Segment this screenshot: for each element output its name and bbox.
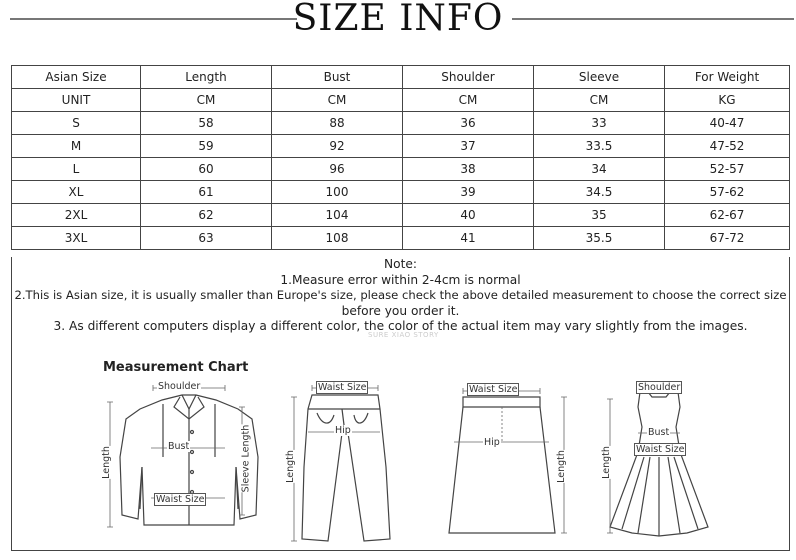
watermark: SURE XIAO STORY xyxy=(368,331,439,339)
note-line-1: 1.Measure error within 2-4cm is normal xyxy=(280,272,521,287)
table-cell: 108 xyxy=(272,227,403,250)
table-cell: 57-62 xyxy=(665,181,790,204)
table-cell: 63 xyxy=(141,227,272,250)
table-cell: 61 xyxy=(141,181,272,204)
table-row xyxy=(12,135,790,158)
page-title: SIZE INFO xyxy=(292,0,504,39)
table-header-row xyxy=(12,66,790,89)
unit-cell: CM xyxy=(141,89,272,112)
note-line-2-continued: before you order it. xyxy=(341,303,460,318)
table-cell: 60 xyxy=(141,158,272,181)
unit-cell: CM xyxy=(534,89,665,112)
table-cell: 59 xyxy=(141,135,272,158)
table-row xyxy=(12,204,790,227)
header-cell: Asian Size xyxy=(12,66,141,89)
table-cell: 34 xyxy=(534,158,665,181)
header-cell: Bust xyxy=(272,66,403,89)
table-cell: 88 xyxy=(272,112,403,135)
measurement-chart-title: Measurement Chart xyxy=(103,360,249,375)
header-cell: Sleeve xyxy=(534,66,665,89)
header-cell: Length xyxy=(141,66,272,89)
table-row xyxy=(12,158,790,181)
notes-panel xyxy=(11,257,790,551)
table-cell: 33 xyxy=(534,112,665,135)
table-cell: 34.5 xyxy=(534,181,665,204)
skirt-length-label: Length xyxy=(555,450,567,483)
table-cell: 2XL xyxy=(12,204,141,227)
skirt-illustration xyxy=(449,388,567,533)
shirt-length-label: Length xyxy=(100,446,112,479)
table-cell: 37 xyxy=(403,135,534,158)
table-cell: 40-47 xyxy=(665,112,790,135)
table-cell: 96 xyxy=(272,158,403,181)
table-cell: 39 xyxy=(403,181,534,204)
table-cell: 62-67 xyxy=(665,204,790,227)
shirt-sleeve-label: Sleeve Length xyxy=(240,424,252,493)
table-cell: L xyxy=(12,158,141,181)
notes-heading: Note: xyxy=(384,257,417,271)
shirt-shoulder-label: Shoulder xyxy=(158,381,201,392)
shirt-bust-label: Bust xyxy=(168,441,190,452)
table-cell: 47-52 xyxy=(665,135,790,158)
pants-length-label: Length xyxy=(284,450,296,483)
dress-length-label: Length xyxy=(600,446,612,479)
table-cell: 100 xyxy=(272,181,403,204)
dress-bust-label: Bust xyxy=(648,427,670,438)
table-cell: 3XL xyxy=(12,227,141,250)
skirt-waist-label: Waist Size xyxy=(469,384,518,395)
measurement-chart-drawing xyxy=(12,257,789,550)
table-row xyxy=(12,112,790,135)
pants-illustration xyxy=(291,385,390,541)
note-line-3: 3. As different computers display a different color, the color of the actual item may vary slightly from the images. xyxy=(53,319,748,334)
dress-shoulder-label: Shoulder xyxy=(638,382,681,393)
skirt-hip-label: Hip xyxy=(484,437,500,448)
table-cell: 52-57 xyxy=(665,158,790,181)
table-cell: 35.5 xyxy=(534,227,665,250)
table-cell: 40 xyxy=(403,204,534,227)
dress-illustration xyxy=(607,385,708,536)
table-row xyxy=(12,227,790,250)
table-cell: S xyxy=(12,112,141,135)
unit-cell: UNIT xyxy=(12,89,141,112)
header-cell: For Weight xyxy=(665,66,790,89)
note-line-2: 2.This is Asian size, it is usually smaller than Europe's size, please check the above detailed measurement to choose the correct size xyxy=(14,288,787,303)
header-cell: Shoulder xyxy=(403,66,534,89)
table-cell: 58 xyxy=(141,112,272,135)
title-bar xyxy=(0,0,796,44)
table-cell: 33.5 xyxy=(534,135,665,158)
unit-cell: KG xyxy=(665,89,790,112)
pants-waist-label: Waist Size xyxy=(318,382,367,393)
table-cell: M xyxy=(12,135,141,158)
shirt-waist-label: Waist Size xyxy=(156,494,205,505)
table-cell: 92 xyxy=(272,135,403,158)
table-cell: 67-72 xyxy=(665,227,790,250)
pants-hip-label: Hip xyxy=(335,425,351,436)
table-cell: 35 xyxy=(534,204,665,227)
table-cell: XL xyxy=(12,181,141,204)
table-cell: 104 xyxy=(272,204,403,227)
table-cell: 41 xyxy=(403,227,534,250)
unit-cell: CM xyxy=(272,89,403,112)
dress-waist-label: Waist Size xyxy=(636,444,685,455)
table-unit-row xyxy=(12,89,790,112)
size-table xyxy=(11,65,790,250)
unit-cell: CM xyxy=(403,89,534,112)
table-row xyxy=(12,181,790,204)
table-cell: 62 xyxy=(141,204,272,227)
table-cell: 38 xyxy=(403,158,534,181)
table-cell: 36 xyxy=(403,112,534,135)
